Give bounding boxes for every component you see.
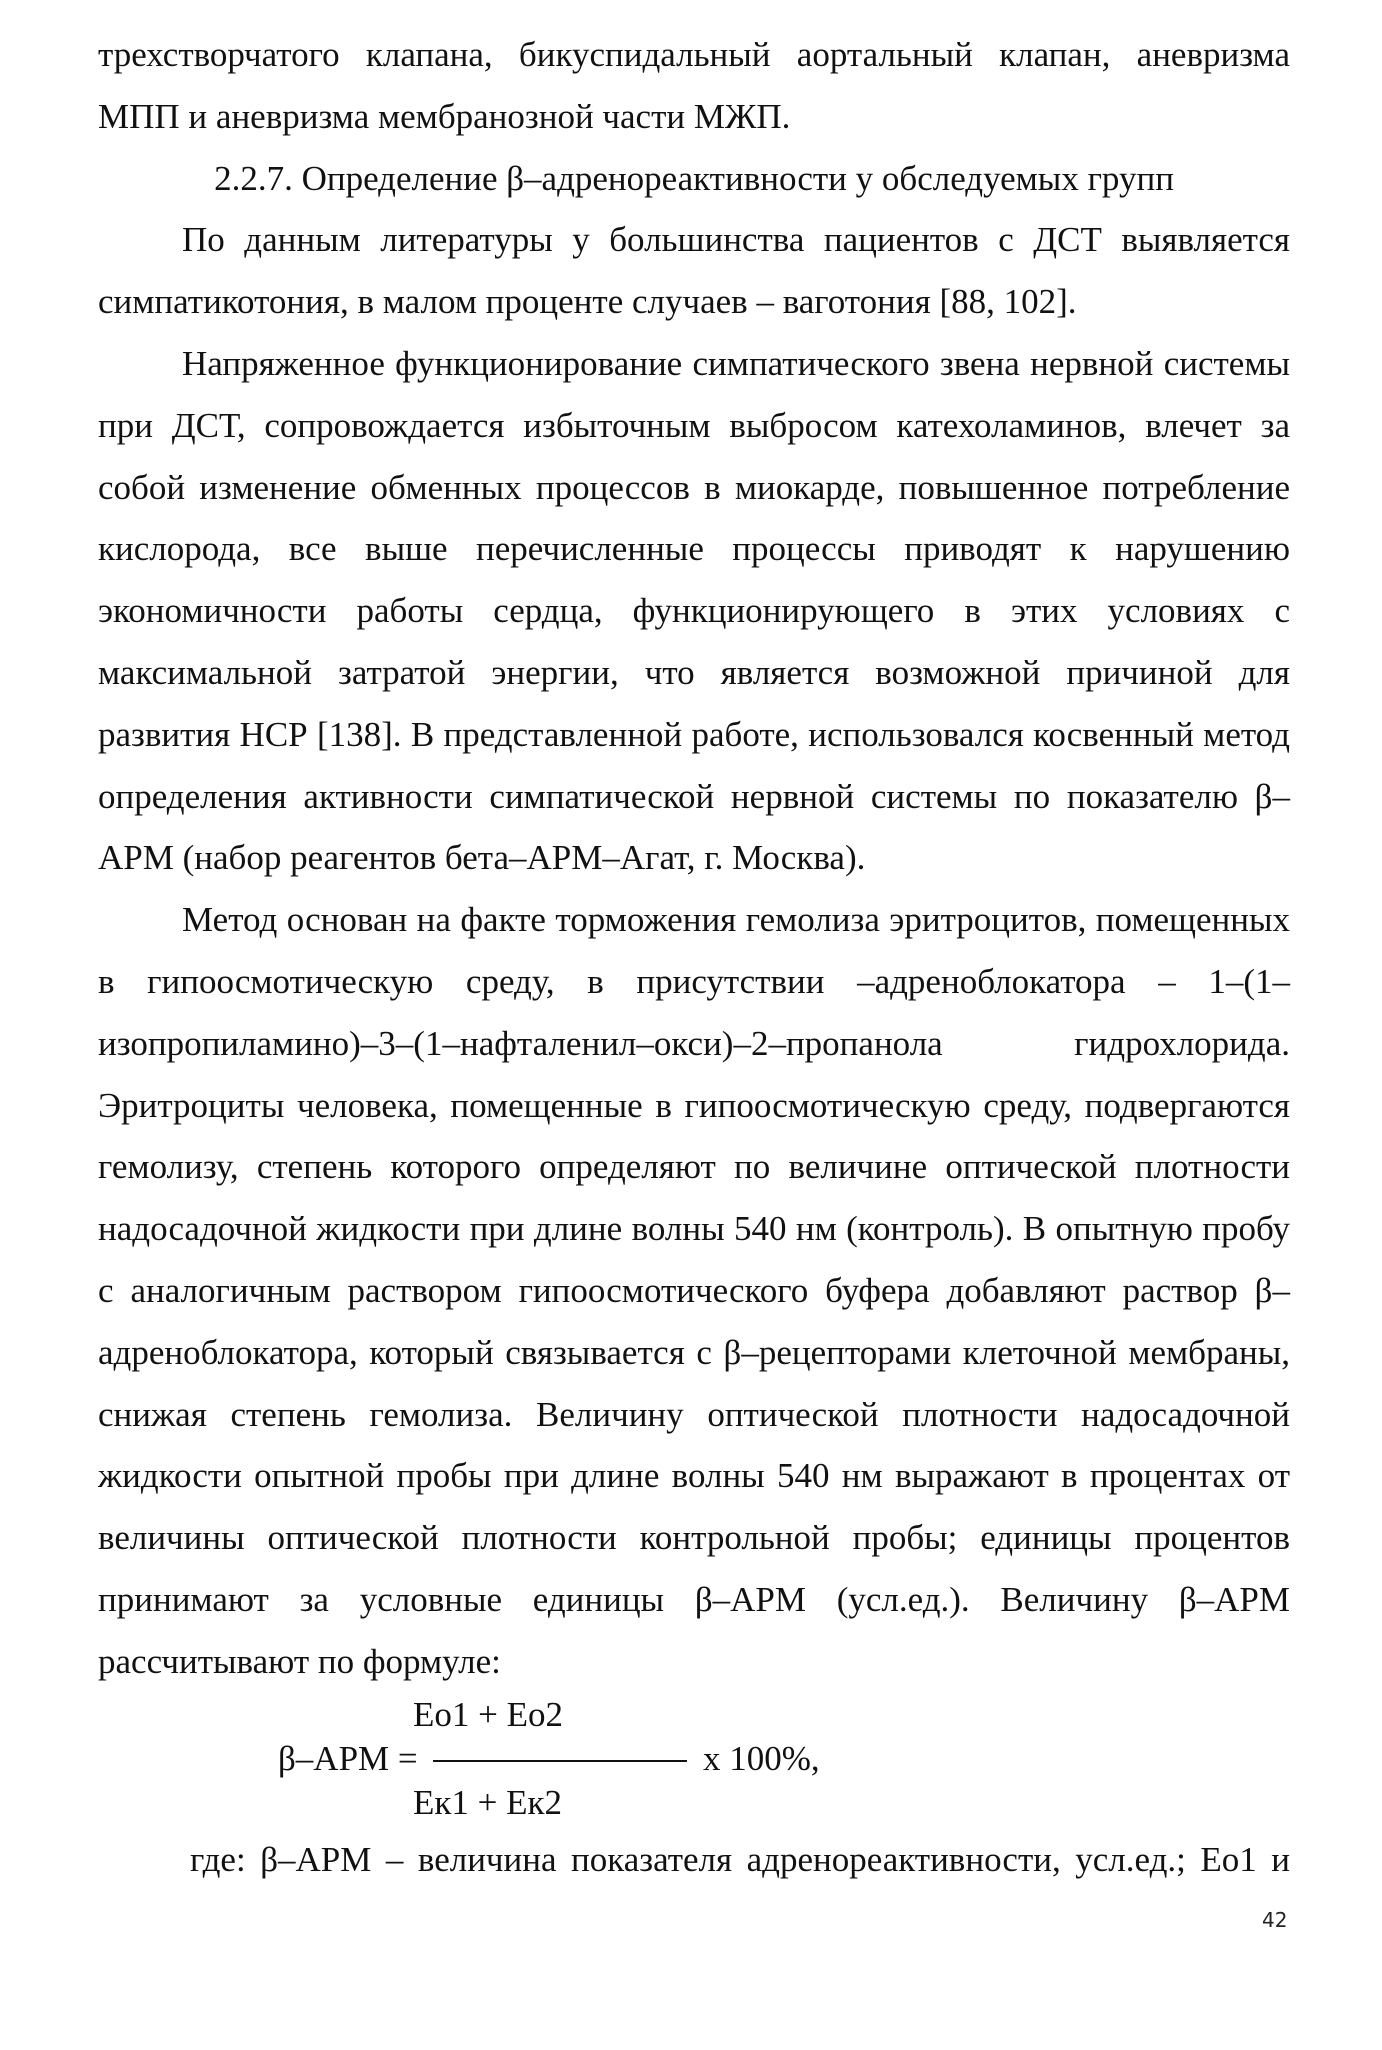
- formula-fraction-bar: [433, 1760, 687, 1762]
- paragraph-method: Метод основан на факте торможения гемолиза эритроцитов, помещенных в гипоосмотическую среду, в присутствии –адреноблокатора – 1–(1–изопропиламино)–3–(1–нафталенил–окси)–2–пропанола гидрохлорида. Эритроциты человека, помещенные в гипоосмотическую среду, подвергаются гемолизу, степень которого определяют по величине оптической плотности надосадочной жидкости при длине волны 540 нм (контроль). В опытную пробу с аналогичным раствором гипоосмотического буфера добавляют раствор β–адреноблокатора, который связывается с β–рецепторами клеточной мембраны, снижая степень гемолиза. Величину оптической плотности надосадочной жидкости опытной пробы при длине волны 540 нм выражают в процентах от величины оптической плотности контрольной пробы; единицы процентов принимают за условные единицы β–АРМ (усл.ед.). Величину β–АРМ рассчитывают по формуле:: [98, 900, 1290, 1681]
- section-heading: 2.2.7. Определение β–адренореактивности у обследуемых групп: [214, 158, 1174, 198]
- paragraph-continuation: трехстворчатого клапана, бикуспидальный аортальный клапан, аневризма МПП и аневризма мембранозной части МЖП.: [98, 35, 1290, 136]
- paragraph-literature: По данным литературы у большинства пациентов с ДСТ выявляется симпатикотония, в малом проценте случаев – ваготония [88, 102].: [98, 220, 1290, 322]
- formula-lhs: β–АРМ =: [278, 1738, 418, 1778]
- formula-rhs: х 100%,: [703, 1738, 820, 1778]
- document-page: [98, 24, 1290, 1890]
- paragraph-sympathetic: Напряженное функционирование симпатического звена нервной системы при ДСТ, сопровождается избыточным выбросом катехоламинов, влечет за собой изменение обменных процессов в миокарде, повышенное потребление кислорода, все выше перечисленные процессы приводят к нарушению экономичности работы сердца, функционирующего в этих условиях с максимальной затратой энергии, что является возможной причиной для развития НСР [138]. В представленной работе, использовался косвенный метод определения активности симпатической нервной системы по показателю β–АРМ (набор реагентов бета–АРМ–Агат, г. Москва).: [98, 343, 1290, 878]
- formula: [98, 1693, 1290, 1829]
- formula-legend-line: где: β–АРМ – величина показателя адренореактивности, усл.ед.; Ео1 и: [190, 1839, 1290, 1879]
- formula-numerator: Ео1 + Ео2: [413, 1694, 563, 1734]
- formula-denominator: Ек1 + Ек2: [413, 1782, 563, 1822]
- page-number: 42: [1262, 1908, 1288, 1932]
